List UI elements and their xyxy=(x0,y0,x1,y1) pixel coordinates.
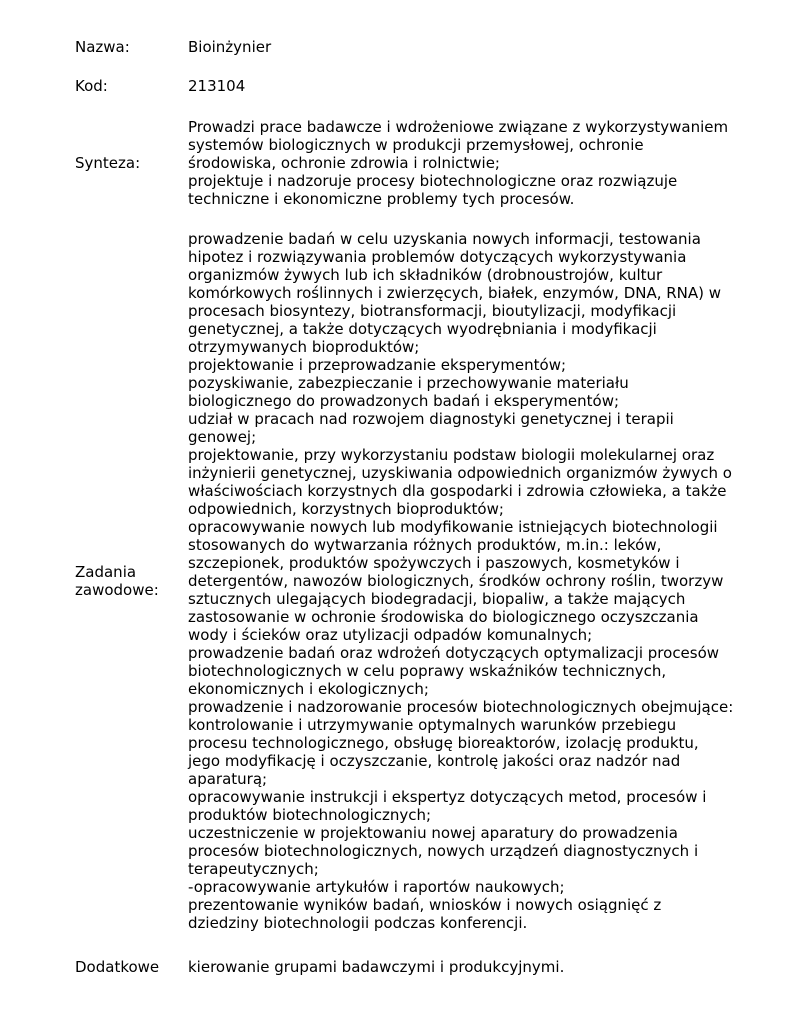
additional-row xyxy=(75,958,765,976)
tasks-line: genowej; xyxy=(188,428,257,446)
tasks-line: komórkowych roślinnych i zwierzęcych, białek, enzymów, DNA, RNA) w xyxy=(188,284,722,302)
synthesis-line: systemów biologicznych w produkcji przemysłowej, ochronie xyxy=(188,136,644,154)
code-value: 213104 xyxy=(188,77,246,95)
tasks-text xyxy=(188,230,765,932)
synthesis-line: Prowadzi prace badawcze i wdrożeniowe związane z wykorzystywaniem xyxy=(188,118,729,136)
tasks-line: opracowywanie instrukcji i ekspertyz dotyczących metod, procesów i xyxy=(188,788,707,806)
additional-label: Dodatkowe xyxy=(75,958,160,976)
tasks-line: prowadzenie badań oraz wdrożeń dotyczących optymalizacji procesów xyxy=(188,644,720,662)
tasks-line: procesów biotechnologicznych, nowych urządzeń diagnostycznych i xyxy=(188,842,699,860)
tasks-line: prezentowanie wyników badań, wniosków i nowych osiągnięć z xyxy=(188,896,662,914)
tasks-line: stosowanych do wytwarzania różnych produktów, m.in.: leków, xyxy=(188,536,662,554)
tasks-line: procesu technologicznego, obsługę bioreaktorów, izolację produktu, xyxy=(188,734,699,752)
tasks-line: aparaturą; xyxy=(188,770,268,788)
name-value: Bioinżynier xyxy=(188,38,272,56)
tasks-line: wody i ścieków oraz utylizacji odpadów komunalnych; xyxy=(188,626,593,644)
tasks-line: produktów biotechnologicznych; xyxy=(188,806,432,824)
name-label: Nazwa: xyxy=(75,38,130,56)
tasks-line: sztucznych ulegających biodegradacji, biopaliw, a także mających xyxy=(188,590,686,608)
tasks-label-line: Zadania xyxy=(75,563,137,581)
tasks-line: prowadzenie i nadzorowanie procesów biotechnologicznych obejmujące: xyxy=(188,698,734,716)
code-label: Kod: xyxy=(75,77,108,95)
tasks-line: -opracowywanie artykułów i raportów naukowych; xyxy=(188,878,565,896)
tasks-line: biologicznego do prowadzonych badań i eksperymentów; xyxy=(188,392,620,410)
synthesis-line: środowiska, ochronie zdrowia i rolnictwie; xyxy=(188,154,500,172)
tasks-line: uczestniczenie w projektowaniu nowej aparatury do prowadzenia xyxy=(188,824,678,842)
tasks-line: terapeutycznych; xyxy=(188,860,319,878)
synthesis-row xyxy=(75,118,765,208)
tasks-line: detergentów, nawozów biologicznych, środków ochrony roślin, tworzyw xyxy=(188,572,724,590)
tasks-label-line: zawodowe: xyxy=(75,581,159,599)
tasks-line: szczepionek, produktów spożywczych i paszowych, kosmetyków i xyxy=(188,554,680,572)
tasks-line: pozyskiwanie, zabezpieczanie i przechowywanie materiału xyxy=(188,374,629,392)
synthesis-label: Synteza: xyxy=(75,154,141,172)
tasks-label xyxy=(75,563,188,599)
tasks-line: dziedziny biotechnologii podczas konferencji. xyxy=(188,914,528,932)
tasks-line: ekonomicznych i ekologicznych; xyxy=(188,680,429,698)
tasks-line: projektowanie, przy wykorzystaniu podstaw biologii molekularnej oraz xyxy=(188,446,715,464)
tasks-line: organizmów żywych lub ich składników (drobnoustrojów, kultur xyxy=(188,266,663,284)
tasks-line: udział w pracach nad rozwojem diagnostyki genetycznej i terapii xyxy=(188,410,674,428)
code-row xyxy=(75,77,765,95)
tasks-line: opracowywanie nowych lub modyfikowanie istniejących biotechnologii xyxy=(188,518,718,536)
tasks-line: hipotez i rozwiązywania problemów dotyczących wykorzystywania xyxy=(188,248,687,266)
tasks-line: zastosowanie w ochronie środowiska do biologicznego oczyszczania xyxy=(188,608,699,626)
tasks-line: projektowanie i przeprowadzanie eksperymentów; xyxy=(188,356,567,374)
tasks-line: odpowiednich, korzystnych bioproduktów; xyxy=(188,500,504,518)
tasks-line: otrzymywanych bioproduktów; xyxy=(188,338,420,356)
synthesis-text xyxy=(188,118,765,208)
tasks-line: właściwościach korzystnych dla gospodarki i zdrowia człowieka, a także xyxy=(188,482,727,500)
tasks-line: procesach biosyntezy, biotransformacji, bioutylizacji, modyfikacji xyxy=(188,302,677,320)
tasks-line: jego modyfikację i oczyszczanie, kontrolę jakości oraz nadzór nad xyxy=(188,752,681,770)
tasks-line: biotechnologicznych w celu poprawy wskaźników technicznych, xyxy=(188,662,667,680)
name-row xyxy=(75,38,765,56)
synthesis-line: techniczne i ekonomiczne problemy tych procesów. xyxy=(188,190,575,208)
synthesis-line: projektuje i nadzoruje procesy biotechnologiczne oraz rozwiązuje xyxy=(188,172,678,190)
tasks-row xyxy=(75,230,765,932)
tasks-line: prowadzenie badań w celu uzyskania nowych informacji, testowania xyxy=(188,230,701,248)
tasks-line: inżynierii genetycznej, uzyskiwania odpowiednich organizmów żywych o xyxy=(188,464,732,482)
additional-value: kierowanie grupami badawczymi i produkcyjnymi. xyxy=(188,958,565,976)
tasks-line: genetycznej, a także dotyczących wyodrębniania i modyfikacji xyxy=(188,320,657,338)
tasks-line: kontrolowanie i utrzymywanie optymalnych warunków przebiegu xyxy=(188,716,677,734)
